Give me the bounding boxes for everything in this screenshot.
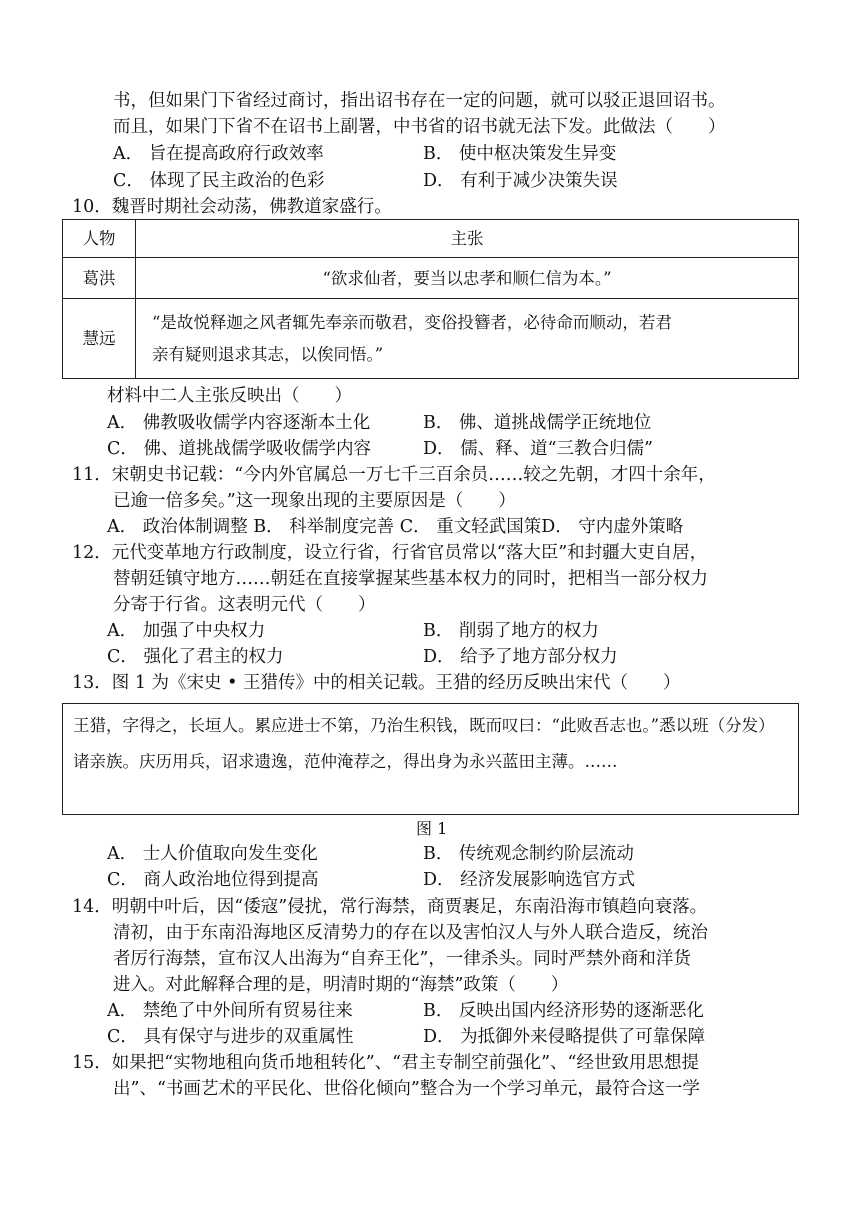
q12-stem-line-3: 分寄于行省。这表明元代（ ） bbox=[113, 595, 376, 615]
q15-stem-line-1: 15．如果把“实物地租向货币地租转化”、“君主专制空前强化”、“经世致用思想提 bbox=[72, 1053, 699, 1073]
q13-stem: 13．图 1 为《宋史 • 王猎传》中的相关记载。王猎的经历反映出宋代（ ） bbox=[72, 673, 681, 693]
q14-option-d: D． 为抵御外来侵略提供了可靠保障 bbox=[423, 1027, 706, 1047]
q12-stem-line-1: 12．元代变革地方行政制度，设立行省，行省官员常以“落大臣”和封疆大吏自居， bbox=[72, 543, 708, 563]
table-cell-huiyuan-view bbox=[136, 299, 799, 379]
q12-option-a: A． 加强了中央权力 bbox=[107, 621, 266, 641]
q14-stem-line-4: 进入。对此解释合理的是，明清时期的“海禁”政策（ ） bbox=[113, 975, 569, 995]
huiyuan-view-line-2: 亲有疑则退求其志，以俟同悟。” bbox=[152, 344, 384, 364]
q9-stem-line-1: 书，但如果门下省经过商讨，指出诏书存在一定的问题，就可以驳正退回诏书。 bbox=[113, 91, 726, 111]
q10-table bbox=[62, 219, 799, 379]
q15-stem-line-2: 出”、“书画艺术的平民化、世俗化倾向”整合为一个学习单元，最符合这一学 bbox=[113, 1079, 700, 1099]
q14-option-c: C． 具有保守与进步的双重属性 bbox=[107, 1027, 354, 1047]
q14-option-a: A． 禁绝了中外间所有贸易往来 bbox=[107, 1001, 353, 1021]
table-cell-gehong: 葛洪 bbox=[63, 258, 136, 299]
q9-stem-line-2: 而且，如果门下省不在诏书上副署，中书省的诏书就无法下发。此做法（ ） bbox=[113, 117, 726, 137]
table-cell-gehong-view: “欲求仙者，要当以忠孝和顺仁信为本。” bbox=[136, 258, 799, 299]
q9-option-b: B． 使中枢决策发生异变 bbox=[423, 144, 617, 164]
q11-options: A． 政治体制调整 B． 科举制度完善 C． 重文轻武国策D． 守内虚外策略 bbox=[107, 517, 684, 537]
q12-option-d: D． 给予了地方部分权力 bbox=[423, 647, 618, 667]
q14-stem-line-3: 者厉行海禁，宣布汉人出海为“自弃王化”，一律杀头。同时严禁外商和洋货 bbox=[113, 949, 691, 969]
q12-option-c: C． 强化了君主的权力 bbox=[107, 647, 284, 667]
q14-stem-line-1: 14．明朝中叶后，因“倭寇”侵扰，常行海禁，商贾裹足，东南沿海市镇趋向衰落。 bbox=[72, 897, 708, 917]
table-header-view: 主张 bbox=[136, 220, 799, 258]
q13-option-d: D． 经济发展影响选官方式 bbox=[423, 870, 636, 890]
q10-option-b: B． 佛、道挑战儒学正统地位 bbox=[423, 413, 652, 433]
q9-option-d: D． 有利于减少决策失误 bbox=[423, 171, 618, 191]
q13-figure-box: 王猎，字得之，长垣人。累应进士不第，乃治生积钱，既而叹曰：“此败吾志也。”悉以班（分发）诸亲族。庆历用兵，诏求遗逸，范仲淹荐之，得出身为永兴蓝田主薄。…… bbox=[62, 703, 799, 815]
table-header-person: 人物 bbox=[63, 220, 136, 258]
q10-option-a: A． 佛教吸收儒学内容逐渐本土化 bbox=[107, 413, 371, 433]
huiyuan-view-line-1: “是故悦释迦之风者辄先奉亲而敬君，变俗投簪者，必待命而顺动，若君 bbox=[152, 312, 672, 332]
q9-option-c: C． 体现了民主政治的色彩 bbox=[113, 171, 325, 191]
q14-stem-line-2: 清初，由于东南沿海地区反清势力的存在以及害怕汉人与外人联合造反，统治 bbox=[113, 923, 708, 943]
q13-option-c: C． 商人政治地位得到提高 bbox=[107, 870, 319, 890]
figure-caption: 图 1 bbox=[416, 819, 448, 838]
q12-option-b: B． 削弱了地方的权力 bbox=[423, 621, 599, 641]
q9-option-a: A． 旨在提高政府行政效率 bbox=[113, 144, 324, 164]
q14-option-b: B． 反映出国内经济形势的逐渐恶化 bbox=[423, 1001, 704, 1021]
q10-stem: 10．魏晋时期社会动荡，佛教道家盛行。 bbox=[72, 197, 392, 217]
q12-stem-line-2: 替朝廷镇守地方……朝廷在直接掌握某些基本权力的同时，把相当一部分权力 bbox=[113, 569, 708, 589]
q10-option-c: C． 佛、道挑战儒学吸收儒学内容 bbox=[107, 439, 371, 459]
q13-option-b: B． 传统观念制约阶层流动 bbox=[423, 844, 634, 864]
q11-stem-line-2: 已逾一倍多矣。”这一现象出现的主要原因是（ ） bbox=[113, 491, 516, 511]
q13-option-a: A． 士人价值取向发生变化 bbox=[107, 844, 318, 864]
q10-option-d: D． 儒、释、道“三教合归儒” bbox=[423, 439, 653, 459]
table-cell-huiyuan: 慧远 bbox=[63, 299, 136, 379]
q10-question: 材料中二人主张反映出（ ） bbox=[107, 386, 352, 406]
q11-stem-line-1: 11．宋朝史书记载：“今内外官属总一万七千三百余员……较之先朝，才四十余年， bbox=[72, 465, 716, 485]
